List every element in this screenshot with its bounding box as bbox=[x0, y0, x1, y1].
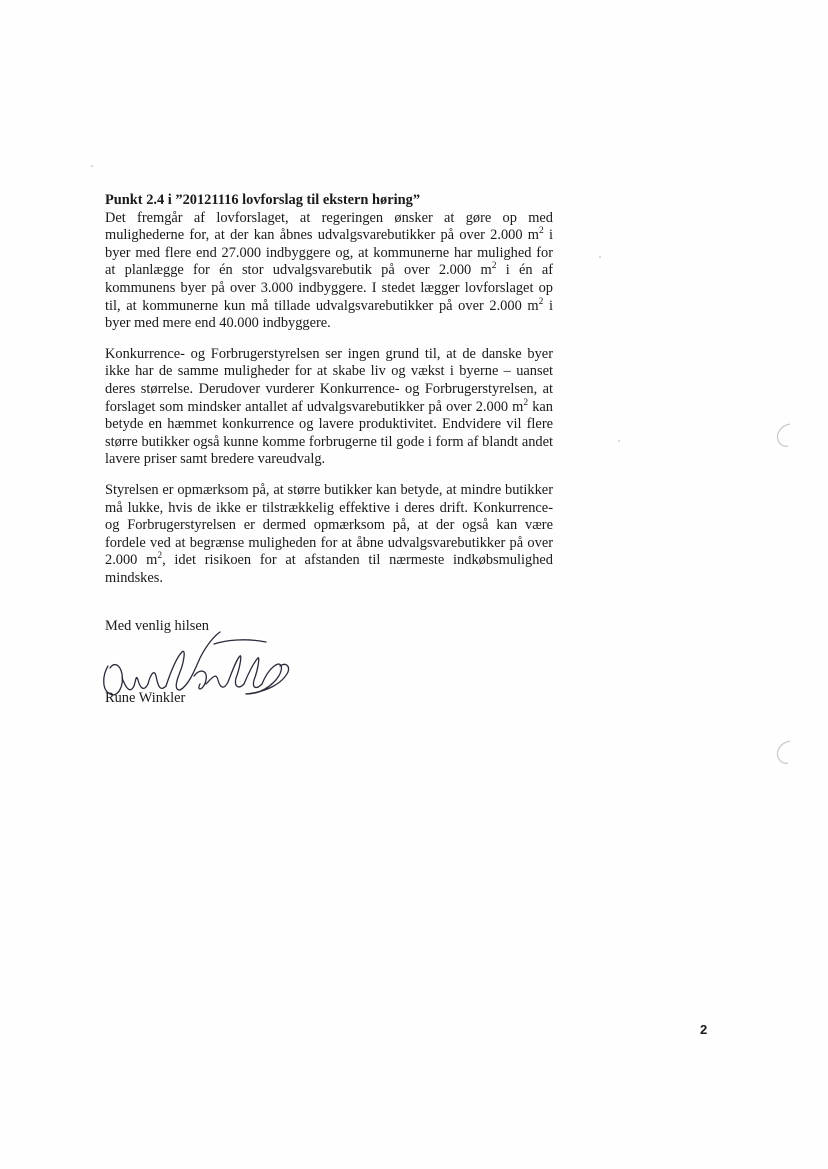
superscript: 2 bbox=[491, 261, 497, 272]
letter-body bbox=[105, 192, 553, 600]
paragraph-2 bbox=[105, 346, 553, 469]
superscript: 2 bbox=[538, 226, 544, 237]
paragraph-1-text-d: i byer med mere end 40.000 indbyggere. bbox=[105, 297, 553, 332]
closing-salutation: Med venlig hilsen bbox=[105, 618, 209, 634]
superscript: 2 bbox=[538, 296, 544, 307]
superscript: 2 bbox=[157, 551, 163, 562]
paragraph-3 bbox=[105, 482, 553, 588]
paragraph-1-text-a: Det fremgår af lovforslaget, at regeringen ønsker at gøre op med mulighederne for, at der kan åbnes udvalgsvarebutikker på over 2.000 m bbox=[105, 209, 553, 244]
punch-hole-mark bbox=[770, 420, 800, 450]
section-heading: Punkt 2.4 i ”20121116 lovforslag til ekstern høring” bbox=[105, 192, 421, 208]
page-number: 2 bbox=[700, 1022, 708, 1037]
paragraph-1-text-b: i byer med flere end 27.000 indbyggere og, at kommunerne har mulighed for at planlægge for én stor udvalgsvarebutik på over 2.000 m bbox=[105, 227, 553, 279]
paragraph-1-text-c: i én af kommunens byer på over 3.000 indbyggere. I stedet lægger lovforslaget op til, at kommunerne kun må tillade udvalgsvarebutikker på over 2.000 m bbox=[105, 262, 554, 314]
scan-speck bbox=[618, 440, 620, 442]
signer-name: Rune Winkler bbox=[105, 690, 186, 706]
punch-hole-mark bbox=[770, 737, 800, 767]
paragraph-2-text-b: kan betyde en hæmmet konkurrence og lavere produktivitet. Endvidere vil flere større butikker også kunne komme forbrugerne til gode i form af blandt andet lavere priser samt bredere vareudvalg. bbox=[105, 398, 553, 468]
superscript: 2 bbox=[523, 397, 529, 408]
scan-speck bbox=[91, 165, 93, 167]
paragraph-3-text-b: , idet risikoen for at afstanden til nærmeste indkøbsmulighed mindskes. bbox=[105, 552, 553, 586]
paragraph-2-text-a: Konkurrence- og Forbrugerstyrelsen ser ingen grund til, at de danske byer ikke har de samme muligheder for at skabe liv og vækst i byerne – uanset deres størrelse. Derudover vurderer Konkurrence- og Forbrugerstyrelsen, at forslaget som mindsker antallet af udvalgsvarebutikker på over 2.000 m bbox=[105, 345, 553, 415]
scan-speck bbox=[599, 256, 601, 258]
paragraph-1 bbox=[105, 210, 553, 333]
paragraph-3-text-a: Styrelsen er opmærksom på, at større butikker kan betyde, at mindre butikker må lukke, hvis de ikke er tilstrækkelig effektive i deres drift. Konkurrence- og Forbrugerstyrelsen er dermed opmærksom på, at der også kan være fordele ved at begrænse muligheden for at åbne udvalgsvarebutikker på over 2.000 m bbox=[105, 481, 553, 569]
